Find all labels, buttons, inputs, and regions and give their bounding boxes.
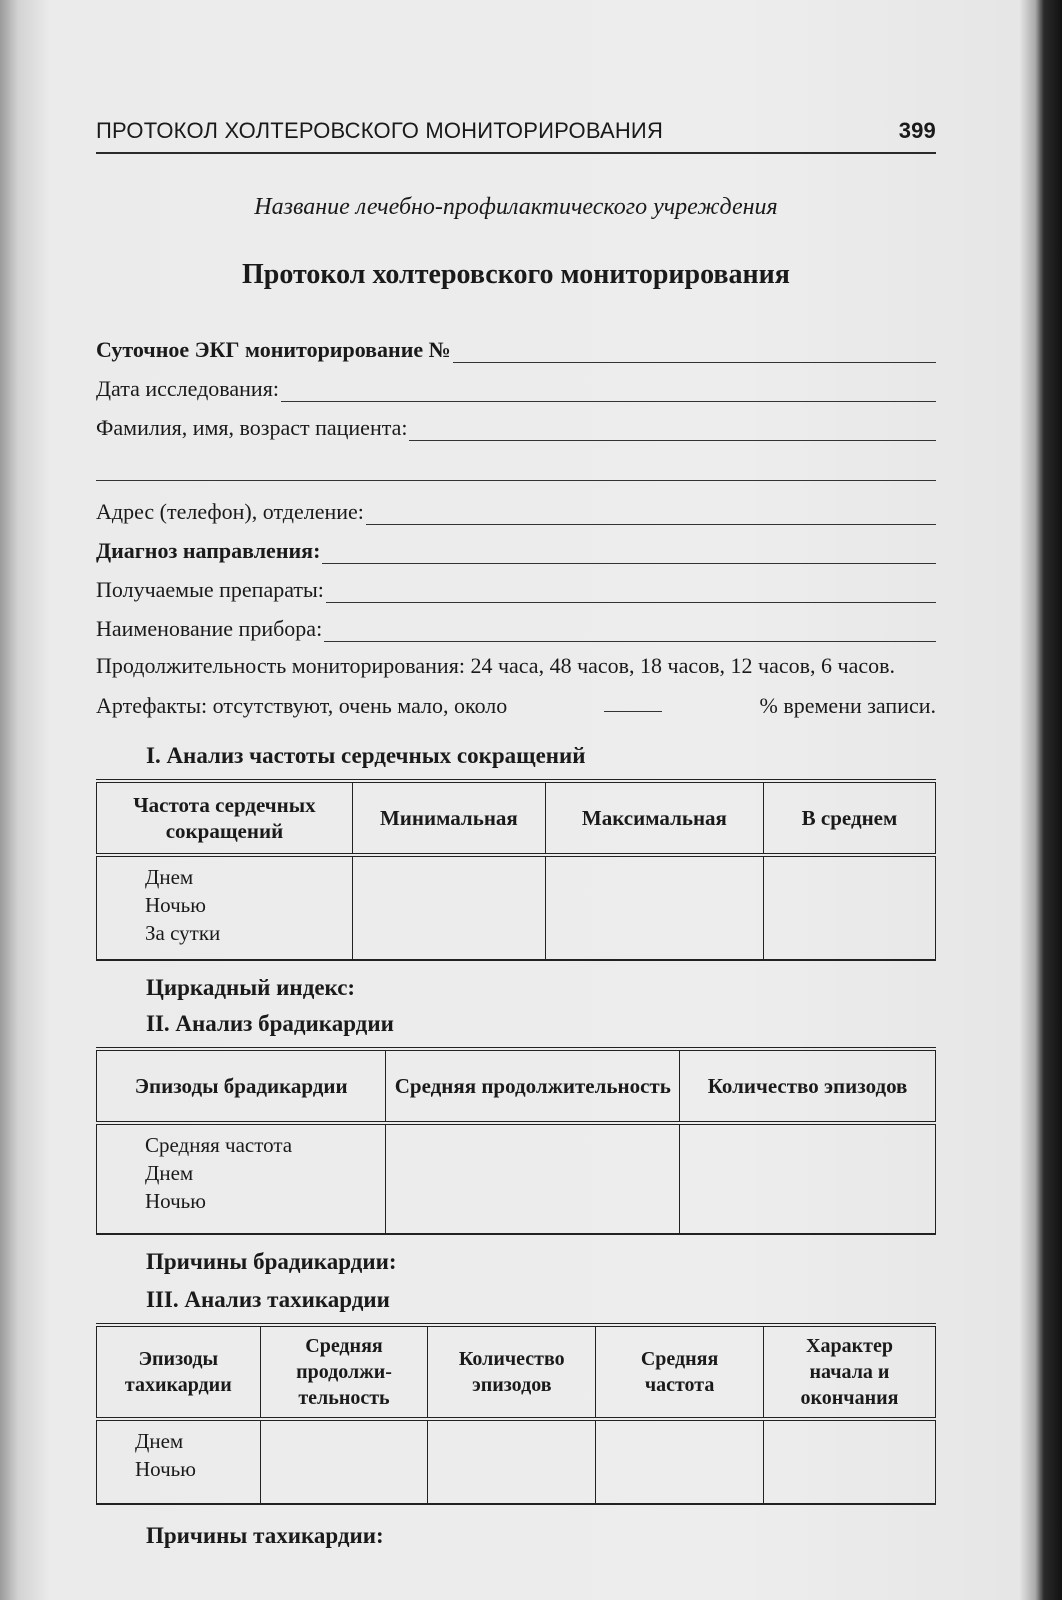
page-number: 399: [898, 118, 936, 143]
row-label: Днем: [145, 865, 194, 889]
field-label: Дата исследования:: [96, 376, 279, 401]
bradycardia-table: [96, 1047, 936, 1235]
column-header: Средняя продолжительность: [386, 1049, 680, 1123]
table-cell: [352, 855, 545, 960]
column-header: Количество эпизодов: [680, 1049, 936, 1123]
table-cell: [763, 855, 935, 960]
fill-line: [322, 541, 936, 564]
column-header: Минимальная: [352, 781, 545, 855]
field-drugs: [96, 573, 936, 603]
table-cell: [763, 1419, 935, 1504]
heart-rate-table: [96, 779, 936, 961]
tachycardia-table: [96, 1323, 936, 1505]
form-fields: [96, 333, 936, 721]
table-cell: [596, 1419, 764, 1504]
table-cell: [545, 855, 763, 960]
circadian-index-label: Циркадный индекс:: [146, 975, 356, 1000]
column-header: Количество эпизодов: [428, 1325, 596, 1419]
column-header: В среднем: [763, 781, 935, 855]
artifacts-prefix: Артефакты: отсутствуют, очень мало, около: [96, 693, 508, 718]
bradycardia-causes-label: Причины брадикардии:: [146, 1249, 397, 1274]
field-label: Диагноз направления:: [96, 538, 321, 563]
row-label: Днем: [135, 1429, 184, 1453]
artifacts-line: [96, 691, 936, 721]
field-diagnosis: [96, 534, 936, 564]
column-header: Характер начала и окончания: [763, 1325, 935, 1419]
fill-line-continuation: [96, 450, 936, 481]
table-header-row: [97, 1325, 936, 1419]
row-label: За сутки: [145, 921, 221, 945]
row-label: Средняя частота: [145, 1133, 293, 1157]
artifacts-suffix: % времени записи.: [759, 693, 936, 718]
field-label: Суточное ЭКГ мониторирование №: [96, 337, 451, 362]
row-label: Ночью: [145, 1189, 206, 1213]
document-title: Протокол холтеровского мониторирования: [242, 259, 790, 290]
row-labels-cell: [97, 1419, 261, 1504]
table-cell: [680, 1123, 936, 1234]
field-monitoring-number: [96, 333, 936, 363]
table-cell: [386, 1123, 680, 1234]
column-header: Эпизоды брадикардии: [97, 1049, 386, 1123]
fill-line: [324, 619, 936, 642]
column-header: Средняя частота: [596, 1325, 764, 1419]
artifacts-blank: [604, 691, 662, 712]
row-labels-cell: [97, 1123, 386, 1234]
field-label: Адрес (телефон), отделение:: [96, 499, 364, 524]
column-header: Средняя продолжи-тельность: [260, 1325, 428, 1419]
fill-line: [453, 340, 936, 363]
fill-line: [366, 502, 936, 525]
table-header-row: [97, 1049, 936, 1123]
row-labels-cell: [97, 855, 353, 960]
section-bradycardia-heading: II. Анализ брадикардии: [146, 1011, 394, 1036]
field-device: [96, 612, 936, 642]
table-header-row: [97, 781, 936, 855]
table-row: [97, 855, 936, 960]
row-label: Ночью: [145, 893, 206, 917]
fill-line: [281, 379, 936, 402]
table-cell: [260, 1419, 428, 1504]
table-cell: [428, 1419, 596, 1504]
fill-line: [409, 418, 936, 441]
column-header: Частота сердечных сокращений: [97, 781, 353, 855]
column-header: Эпизоды тахикардии: [97, 1325, 261, 1419]
page-content: [96, 118, 936, 1549]
table-row: [97, 1123, 936, 1234]
column-header: Максимальная: [545, 781, 763, 855]
field-patient: [96, 411, 936, 441]
fill-line: [326, 580, 936, 603]
running-title: ПРОТОКОЛ ХОЛТЕРОВСКОГО МОНИТОРИРОВАНИЯ: [96, 118, 664, 143]
field-label: Наименование прибора:: [96, 616, 323, 641]
section-tachycardia-heading: III. Анализ тахикардии: [146, 1287, 390, 1312]
field-label: Фамилия, имя, возраст пациента:: [96, 415, 408, 440]
row-label: Ночью: [135, 1457, 196, 1481]
field-address: [96, 495, 936, 525]
duration-text: Продолжительность мониторирования: 24 часа, 48 часов, 18 часов, 12 часов, 6 часов.: [96, 653, 895, 678]
table-row: [97, 1419, 936, 1504]
running-header: [96, 118, 936, 154]
institution-name: Название лечебно-профилактического учреждения: [254, 194, 778, 220]
tachycardia-causes-label: Причины тахикардии:: [146, 1523, 384, 1548]
field-label: Получаемые препараты:: [96, 577, 324, 602]
section-heart-rate-heading: I. Анализ частоты сердечных сокращений: [146, 743, 586, 768]
row-label: Днем: [145, 1161, 194, 1185]
field-study-date: [96, 372, 936, 402]
